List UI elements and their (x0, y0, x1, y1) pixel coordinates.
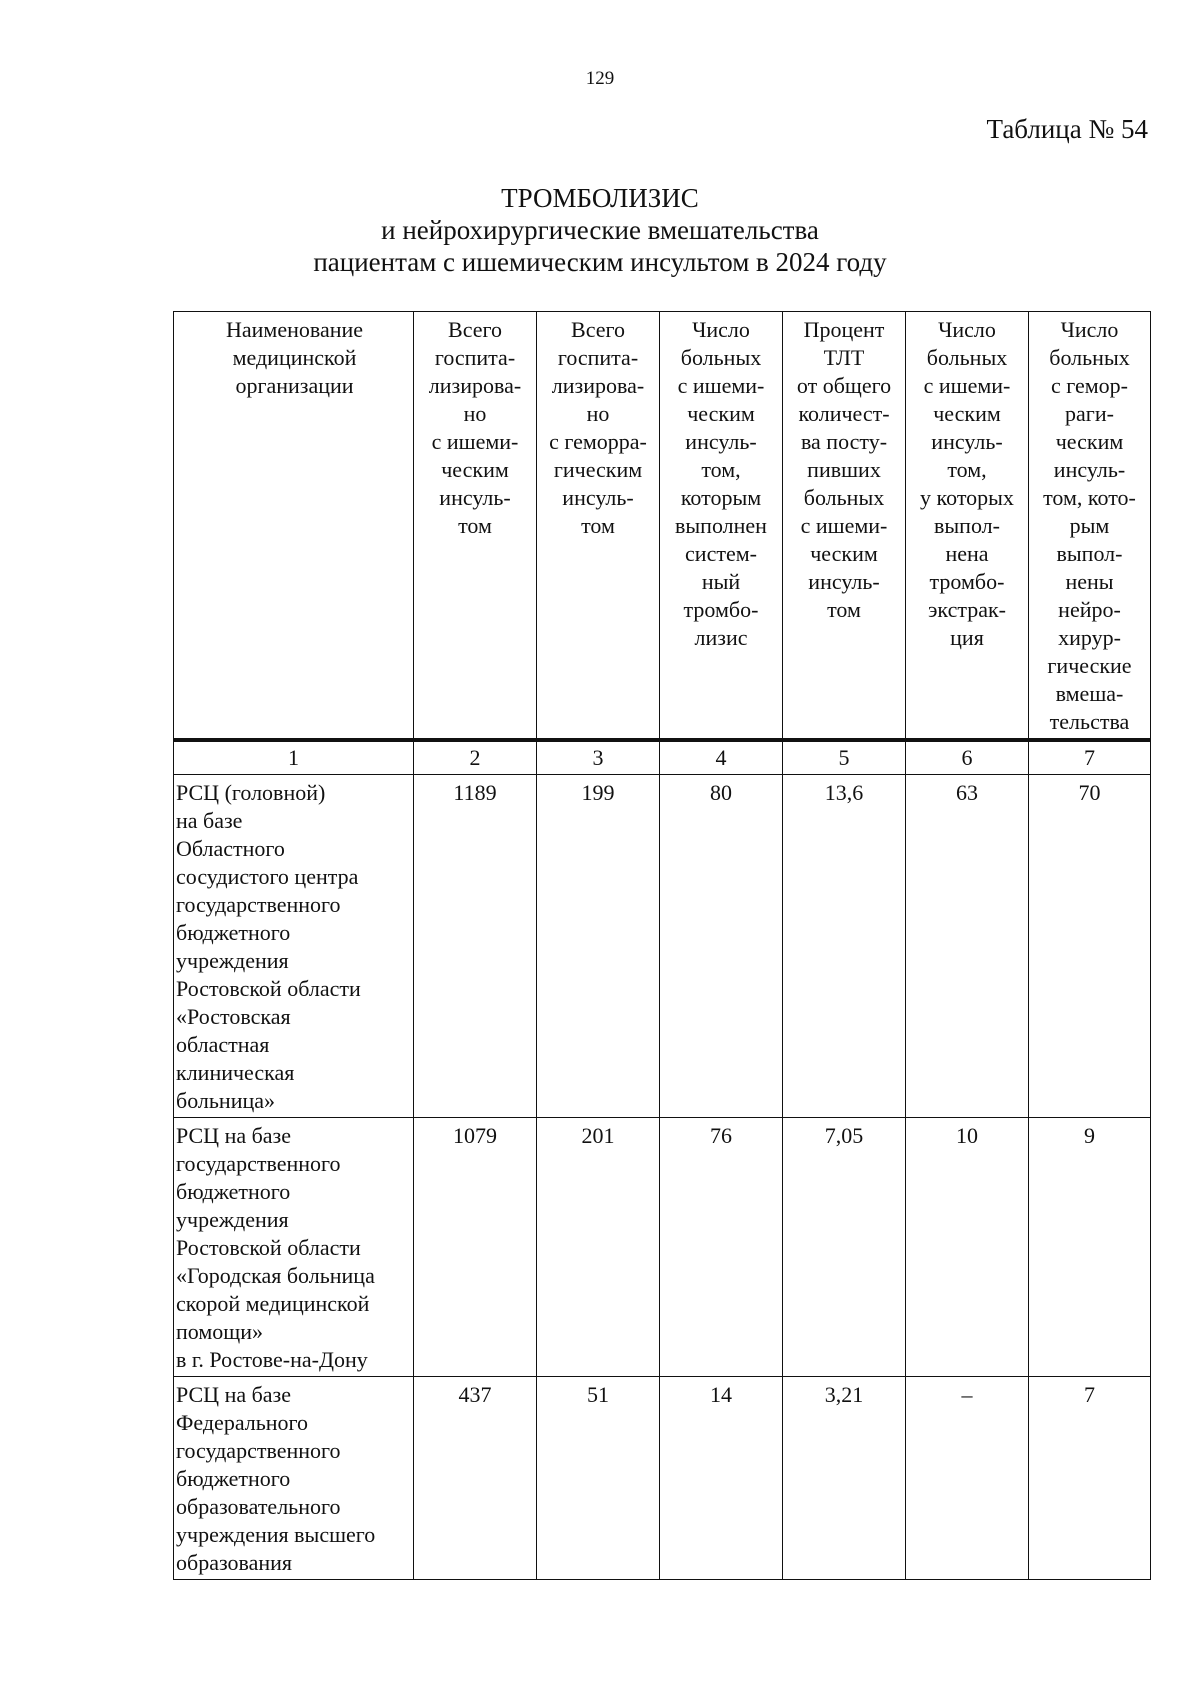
cell-text-line: Федерального (176, 1410, 309, 1435)
cell-text-line: государственного (176, 1438, 341, 1463)
cell-text-line: госпита- (434, 345, 516, 370)
cell-text-line: количест- (798, 401, 890, 426)
cell-text-line: Наименование (225, 317, 364, 342)
cell-text-line: инсуль- (931, 429, 1003, 454)
column-numbers-row (174, 740, 1151, 775)
cell-text-line: от общего (796, 373, 892, 398)
cell-text-line: учреждения (176, 1207, 289, 1232)
header-row (174, 312, 1151, 741)
table-row (174, 1377, 1151, 1580)
value-cell: 13,6 (783, 775, 906, 1118)
cell-text-line: с ишеми- (677, 373, 765, 398)
cell-text-line: хирур- (1058, 625, 1121, 650)
cell-text-line: Всего (448, 317, 502, 342)
value-cell: 14 (660, 1377, 783, 1580)
value-cell: 1079 (414, 1118, 537, 1377)
cell-text-line: с ишеми- (431, 429, 519, 454)
header-org-name (174, 312, 414, 741)
cell-text-line: том, (701, 457, 741, 482)
page-number: 129 (585, 68, 615, 89)
column-number: 7 (1029, 740, 1151, 775)
cell-text-line: ва посту- (800, 429, 888, 454)
column-number: 2 (414, 740, 537, 775)
cell-text-line: организации (235, 373, 354, 398)
cell-text-line: но (463, 401, 487, 426)
cell-text-line: экстрак- (927, 597, 1006, 622)
cell-text-line: раги- (1065, 401, 1114, 426)
cell-text-line: инсуль- (439, 485, 511, 510)
header-neurosurgery-count (1029, 312, 1151, 741)
value-cell: 51 (537, 1377, 660, 1580)
cell-text-line: государственного (176, 892, 341, 917)
table-label: Таблица № 54 (986, 114, 1148, 144)
cell-text-line: Число (1060, 317, 1119, 342)
column-number: 4 (660, 740, 783, 775)
cell-text-line: у которых (920, 485, 1014, 510)
cell-text-line: больных (1049, 345, 1130, 370)
cell-text-line: том, (947, 457, 987, 482)
value-cell: 7,05 (783, 1118, 906, 1377)
cell-text-line: РСЦ (головной) (176, 780, 326, 805)
cell-text-line: нены (1065, 569, 1114, 594)
org-name-cell (174, 775, 414, 1118)
cell-text-line: сосудистого центра (176, 864, 359, 889)
cell-text-line: больница» (176, 1088, 275, 1113)
title-line-1: ТРОМБОЛИЗИС (501, 183, 699, 213)
cell-text-line: учреждения высшего (176, 1522, 376, 1547)
value-cell: 201 (537, 1118, 660, 1377)
title-line-2: и нейрохирургические вмешательства (381, 215, 819, 245)
cell-text-line: Ростовской области (176, 1235, 361, 1260)
cell-text-line: том, кото- (1043, 485, 1136, 510)
cell-text-line: ческим (1055, 429, 1124, 454)
cell-text-line: с геморра- (549, 429, 647, 454)
cell-text-line: госпита- (557, 345, 639, 370)
cell-text-line: образовательного (176, 1494, 341, 1519)
cell-text-line: учреждения (176, 948, 289, 973)
cell-text-line: в г. Ростове-на-Дону (176, 1347, 368, 1372)
header-tlt-percent (783, 312, 906, 741)
cell-text-line: пивших (807, 457, 881, 482)
cell-text-line: больных (926, 345, 1008, 370)
cell-text-line: на базе (176, 808, 243, 833)
cell-text-line: тельства (1049, 709, 1130, 734)
org-name-cell (174, 1118, 414, 1377)
table-title (0, 182, 1200, 278)
title-line-3: пациентам с ишемическим инсультом в 2024 году (313, 247, 887, 277)
cell-text-line: лизирова- (428, 373, 522, 398)
cell-text-line: лизис (694, 625, 748, 650)
cell-text-line: выпол- (1056, 541, 1123, 566)
value-cell: 63 (906, 775, 1029, 1118)
cell-text-line: инсуль- (808, 569, 880, 594)
cell-text-line: больных (680, 345, 762, 370)
cell-text-line: ческим (687, 401, 755, 426)
value-cell: 3,21 (783, 1377, 906, 1580)
header-total-ischemic (414, 312, 537, 741)
cell-text-line: ция (950, 625, 984, 650)
cell-text-line: инсуль- (1053, 457, 1126, 482)
cell-text-line: рым (1069, 513, 1110, 538)
cell-text-line: бюджетного (176, 1466, 291, 1491)
cell-text-line: бюджетного (176, 1179, 291, 1204)
cell-text-line: клиническая (176, 1060, 295, 1085)
cell-text-line: Число (938, 317, 996, 342)
cell-text-line: Всего (571, 317, 625, 342)
cell-text-line: Областного (176, 836, 285, 861)
cell-text-line: РСЦ на базе (176, 1382, 292, 1407)
cell-text-line: тромбо- (683, 597, 759, 622)
cell-text-line: том (581, 513, 615, 538)
cell-text-line: вмеша- (1055, 681, 1124, 706)
table-row (174, 1118, 1151, 1377)
thrombolysis-table (173, 311, 1151, 1580)
cell-text-line: Процент (803, 317, 885, 342)
cell-text-line: с ишеми- (800, 513, 888, 538)
cell-text-line: тромбо- (929, 569, 1005, 594)
cell-text-line: выполнен (675, 513, 767, 538)
cell-text-line: с гемор- (1050, 373, 1128, 398)
value-cell: 199 (537, 775, 660, 1118)
value-cell: 9 (1029, 1118, 1151, 1377)
cell-text-line: которым (680, 485, 762, 510)
header-total-hemorrhagic (537, 312, 660, 741)
column-number: 5 (783, 740, 906, 775)
cell-text-line: бюджетного (176, 920, 291, 945)
value-cell: 80 (660, 775, 783, 1118)
cell-text-line: «Городская больница (176, 1263, 375, 1288)
column-number: 6 (906, 740, 1029, 775)
cell-text-line: лизирова- (551, 373, 645, 398)
cell-text-line: областная (176, 1032, 270, 1057)
cell-text-line: ный (701, 569, 741, 594)
cell-text-line: ческим (933, 401, 1001, 426)
cell-text-line: инсуль- (685, 429, 757, 454)
cell-text-line: с ишеми- (923, 373, 1011, 398)
cell-text-line: но (586, 401, 610, 426)
cell-text-line: Ростовской области (176, 976, 361, 1001)
value-cell: 437 (414, 1377, 537, 1580)
value-cell: – (906, 1377, 1029, 1580)
cell-text-line: РСЦ на базе (176, 1123, 292, 1148)
cell-text-line: больных (803, 485, 885, 510)
cell-text-line: ческим (441, 457, 509, 482)
cell-text-line: Число (692, 317, 750, 342)
table-row (174, 775, 1151, 1118)
column-number: 3 (537, 740, 660, 775)
value-cell: 7 (1029, 1377, 1151, 1580)
cell-text-line: ТЛТ (823, 345, 865, 370)
cell-text-line: том (827, 597, 861, 622)
cell-text-line: государственного (176, 1151, 341, 1176)
cell-text-line: гические (1047, 653, 1132, 678)
header-thrombectomy-count (906, 312, 1029, 741)
cell-text-line: выпол- (934, 513, 1000, 538)
cell-text-line: гическим (553, 457, 643, 482)
cell-text-line: медицинской (232, 345, 357, 370)
value-cell: 76 (660, 1118, 783, 1377)
cell-text-line: систем- (685, 541, 757, 566)
cell-text-line: том (458, 513, 492, 538)
header-thrombolysis-count (660, 312, 783, 741)
org-name-cell (174, 1377, 414, 1580)
cell-text-line: скорой медицинской (176, 1291, 370, 1316)
cell-text-line: «Ростовская (176, 1004, 291, 1029)
cell-text-line: ческим (810, 541, 878, 566)
cell-text-line: образования (176, 1550, 293, 1575)
value-cell: 10 (906, 1118, 1029, 1377)
cell-text-line: инсуль- (562, 485, 634, 510)
cell-text-line: помощи» (176, 1319, 263, 1344)
value-cell: 1189 (414, 775, 537, 1118)
cell-text-line: нена (945, 541, 989, 566)
column-number: 1 (174, 740, 414, 775)
value-cell: 70 (1029, 775, 1151, 1118)
cell-text-line: нейро- (1058, 597, 1121, 622)
